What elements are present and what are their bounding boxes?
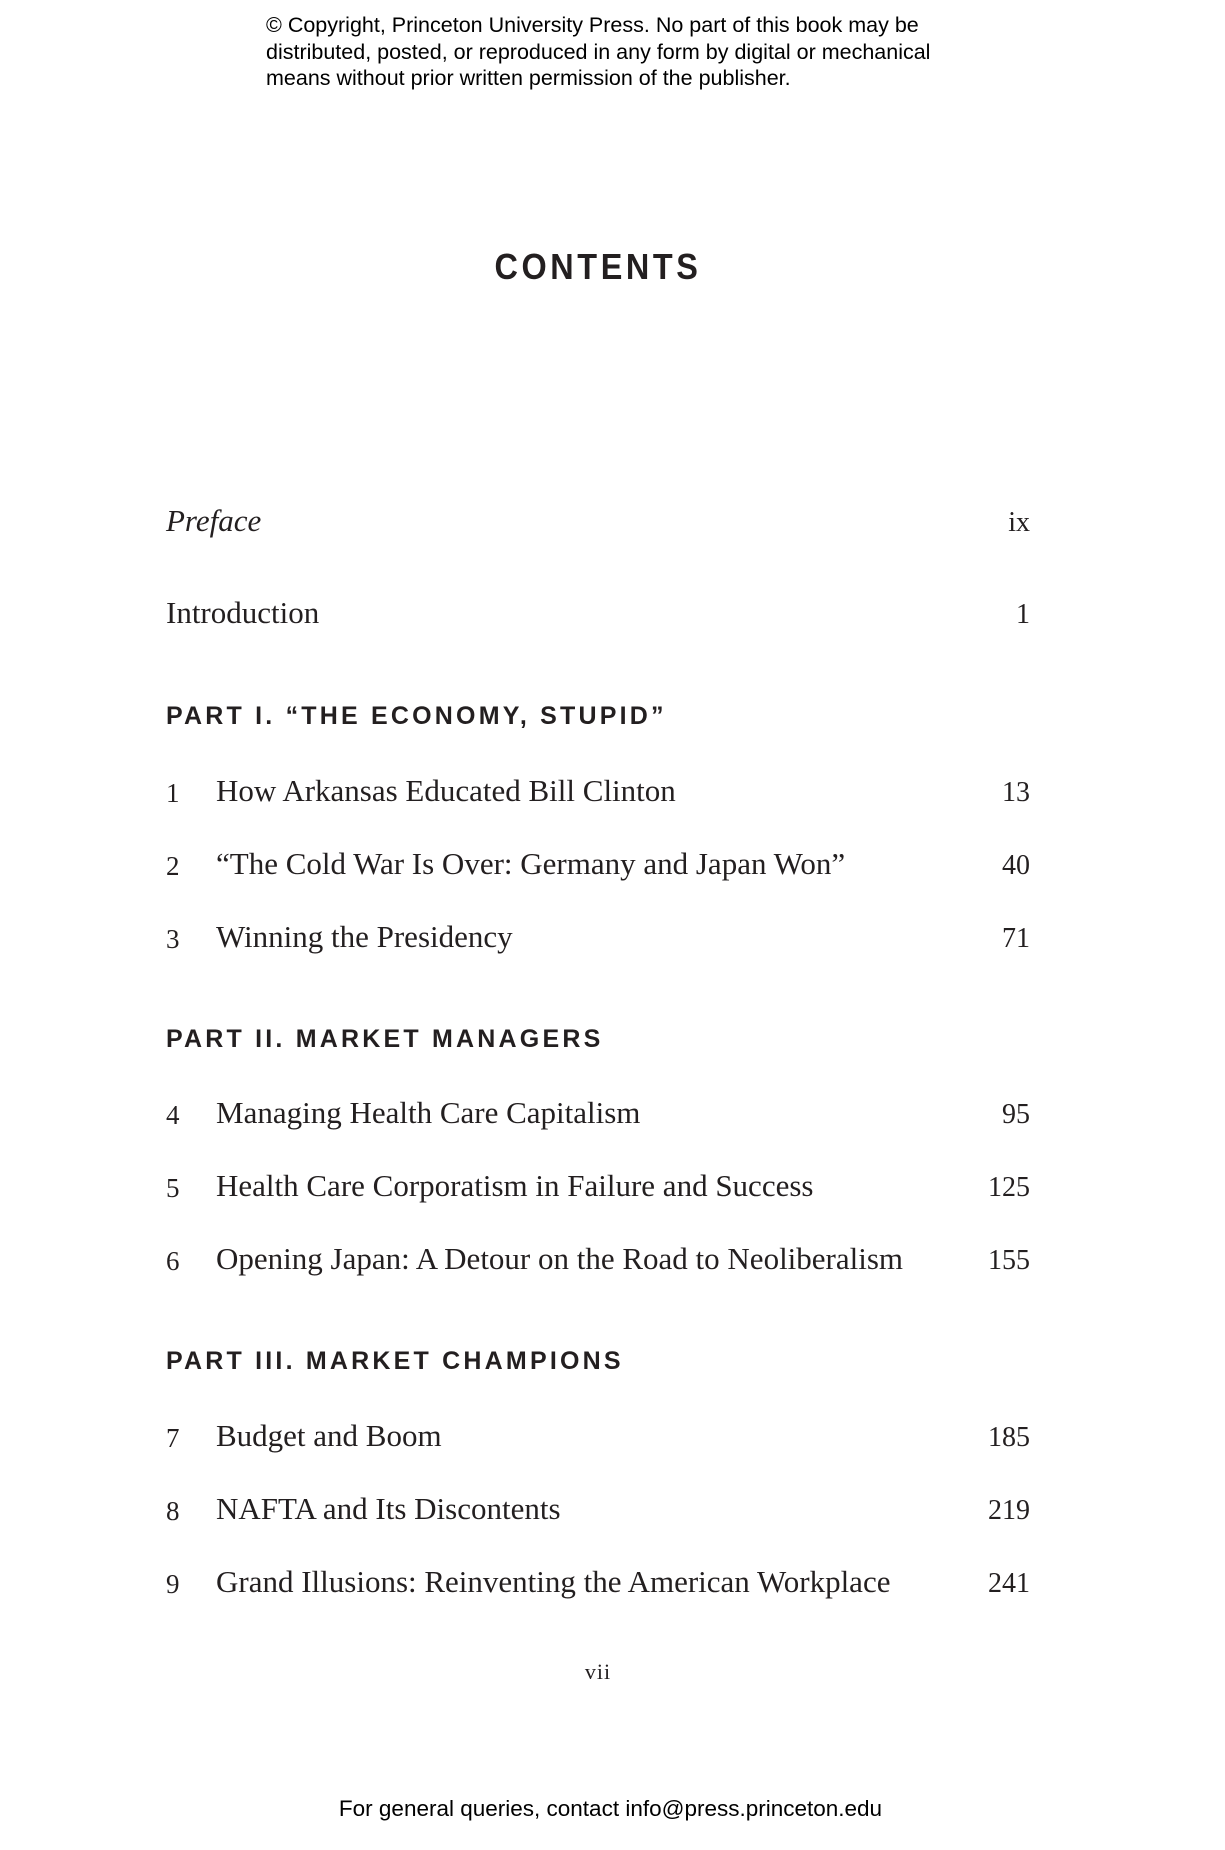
toc-entry-chapter[interactable]: [166, 1487, 1030, 1531]
toc-entry-page: 95: [1002, 1099, 1030, 1130]
toc-entry-page: 241: [988, 1568, 1030, 1599]
copyright-notice: © Copyright, Princeton University Press. No part of this book may be distributed, posted, or reproduced in any form by digital or mechanical means without prior written permission of the publisher.: [266, 13, 931, 90]
toc-entry-chapter[interactable]: [166, 1560, 1030, 1604]
chapter-number: 3: [166, 924, 180, 954]
table-of-contents: [166, 0, 1030, 1700]
part-heading: PART II. MARKET MANAGERS: [166, 1025, 604, 1053]
toc-entry-title: NAFTA and Its Discontents: [216, 1491, 561, 1526]
toc-entry-chapter[interactable]: [166, 842, 1030, 886]
toc-entry-chapter[interactable]: [166, 915, 1030, 959]
page-number: vii: [584, 1659, 612, 1684]
chapter-number: 7: [166, 1423, 180, 1453]
part-heading: PART III. MARKET CHAMPIONS: [166, 1347, 624, 1375]
chapter-number: 5: [166, 1173, 180, 1203]
toc-entry-title: Grand Illusions: Reinventing the American Workplace: [216, 1564, 891, 1599]
toc-entry-page: 219: [988, 1495, 1030, 1526]
toc-entry-page: 13: [1002, 777, 1030, 808]
toc-entry-chapter[interactable]: [166, 769, 1030, 813]
toc-entry-title: Health Care Corporatism in Failure and Success: [216, 1168, 814, 1203]
toc-entry-title: Preface: [166, 503, 262, 538]
toc-entry-page: 185: [988, 1422, 1030, 1453]
toc-entry-title: Budget and Boom: [216, 1418, 442, 1453]
toc-entry-title: “The Cold War Is Over: Germany and Japan Won”: [216, 846, 846, 881]
toc-entry-title: Managing Health Care Capitalism: [216, 1095, 641, 1130]
chapter-number: 2: [166, 851, 180, 881]
toc-entry-introduction[interactable]: [166, 591, 1030, 635]
toc-entry-page: 155: [988, 1245, 1030, 1276]
footer-contact: For general queries, contact info@press.princeton.edu: [338, 1796, 883, 1821]
toc-entry-chapter[interactable]: [166, 1091, 1030, 1135]
toc-entry-page: ix: [1008, 507, 1030, 538]
toc-entry-chapter[interactable]: [166, 1164, 1030, 1208]
toc-entry-page: 71: [1002, 923, 1030, 954]
toc-entry-title: How Arkansas Educated Bill Clinton: [216, 773, 676, 808]
chapter-number: 9: [166, 1569, 180, 1599]
toc-entry-page: 40: [1002, 850, 1030, 881]
toc-entry-page: 125: [988, 1172, 1030, 1203]
part-heading: PART I. “THE ECONOMY, STUPID”: [166, 702, 667, 730]
chapter-number: 6: [166, 1246, 180, 1276]
toc-entry-title: Introduction: [166, 595, 320, 630]
toc-entry-title: Winning the Presidency: [216, 919, 513, 954]
toc-entry-preface[interactable]: [166, 499, 1030, 543]
chapter-number: 1: [166, 778, 180, 808]
chapter-number: 8: [166, 1496, 180, 1526]
page-title: CONTENTS: [494, 246, 702, 287]
toc-entry-chapter[interactable]: [166, 1237, 1030, 1281]
toc-entry-title: Opening Japan: A Detour on the Road to Neoliberalism: [216, 1241, 904, 1276]
chapter-number: 4: [166, 1100, 180, 1130]
toc-entry-chapter[interactable]: [166, 1414, 1030, 1458]
toc-entry-page: 1: [1016, 599, 1030, 630]
